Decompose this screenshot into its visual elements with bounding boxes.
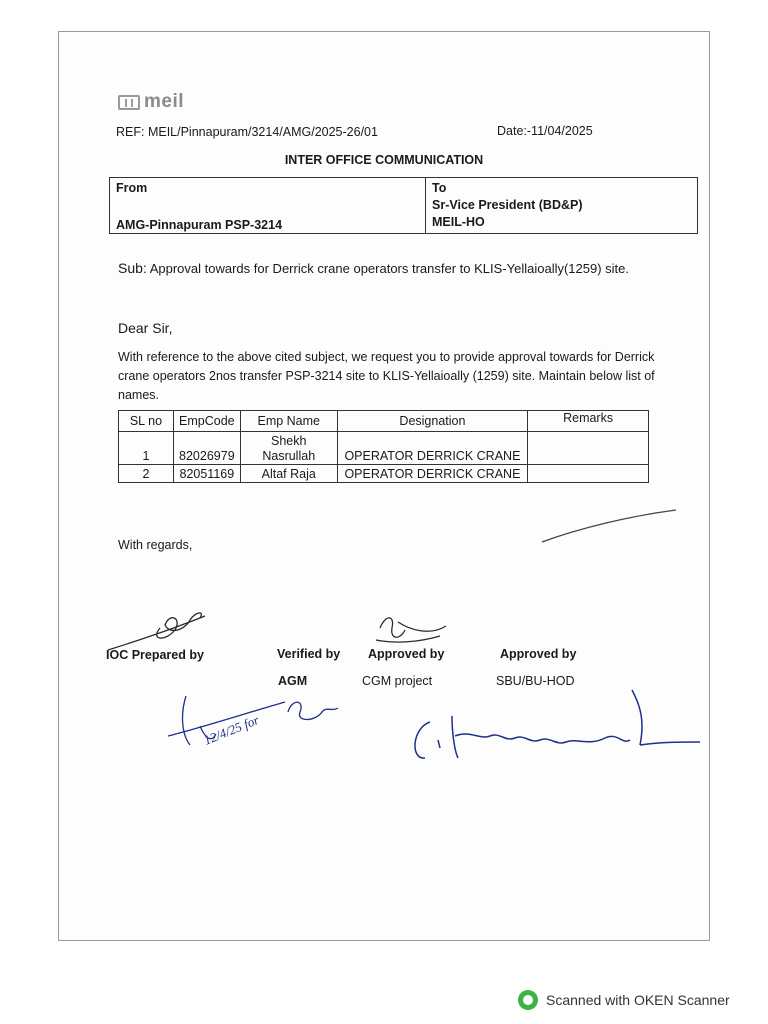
approved-by-role-1: CGM project bbox=[362, 674, 433, 688]
cell-sl: 1 bbox=[119, 432, 174, 465]
hod-signature bbox=[415, 690, 700, 758]
approved-by-label-2: Approved by bbox=[500, 647, 577, 661]
agm-initials bbox=[288, 702, 338, 719]
cell-designation: OPERATOR DERRICK CRANE bbox=[337, 465, 528, 483]
from-label: From bbox=[116, 181, 148, 195]
header-emp-name: Emp Name bbox=[240, 411, 337, 432]
header-remarks: Remarks bbox=[528, 411, 649, 432]
verified-by-label: Verified by bbox=[277, 647, 341, 661]
salutation: Dear Sir, bbox=[118, 320, 173, 336]
approved-by-label-1: Approved by bbox=[368, 647, 445, 661]
cell-name-line-1: Shekh bbox=[271, 434, 307, 448]
verified-by-role: AGM bbox=[278, 674, 308, 688]
header-designation: Designation bbox=[337, 411, 528, 432]
reference-number: REF: MEIL/Pinnapuram/3214/AMG/2025-26/01 bbox=[116, 125, 378, 139]
body-paragraph: With reference to the above cited subject, we request you to provide approval towards for Derrick crane operators 2nos transfer PSP-3214 site to KLIS-Yellaioally (1259) site. Maintain below list of names. bbox=[118, 350, 655, 402]
cell-code: 82026979 bbox=[173, 432, 240, 465]
to-line-2: MEIL-HO bbox=[432, 215, 485, 229]
scanner-watermark bbox=[518, 990, 730, 1010]
cell-designation: OPERATOR DERRICK CRANE bbox=[337, 432, 528, 465]
document-date: Date:-11/04/2025 bbox=[497, 124, 593, 138]
pen-stroke-mark bbox=[542, 510, 676, 542]
cell-name: Altaf Raja bbox=[240, 465, 337, 483]
cell-code: 82051169 bbox=[173, 465, 240, 483]
cell-name-line-2: Nasrullah bbox=[262, 449, 316, 463]
approved-by-role-2: SBU/BU-HOD bbox=[496, 674, 575, 688]
from-value: AMG-Pinnapuram PSP-3214 bbox=[116, 218, 283, 232]
cell-sl: 2 bbox=[119, 465, 174, 483]
to-label: To bbox=[432, 181, 447, 195]
scanner-text: Scanned with OKEN Scanner bbox=[546, 992, 730, 1008]
to-line-1: Sr-Vice President (BD&P) bbox=[432, 198, 583, 212]
handwritten-note: 12/4/25 for bbox=[201, 712, 262, 748]
subject-text: Approval towards for Derrick crane operators transfer to KLIS-Yellaioally(1259) site. bbox=[149, 261, 630, 276]
meil-logo-text: meil bbox=[144, 91, 185, 112]
header-emp-code: EmpCode bbox=[173, 411, 240, 432]
cgm-signature bbox=[376, 618, 446, 642]
prepared-by-label: IOC Prepared by bbox=[106, 648, 204, 662]
closing-line: With regards, bbox=[118, 538, 193, 552]
scanner-logo-icon bbox=[518, 990, 538, 1010]
subject-label: Sub: bbox=[118, 260, 147, 276]
header-sl-no: SL no bbox=[119, 411, 174, 432]
prepared-by-signature bbox=[108, 613, 205, 650]
document-title: INTER OFFICE COMMUNICATION bbox=[284, 153, 484, 167]
